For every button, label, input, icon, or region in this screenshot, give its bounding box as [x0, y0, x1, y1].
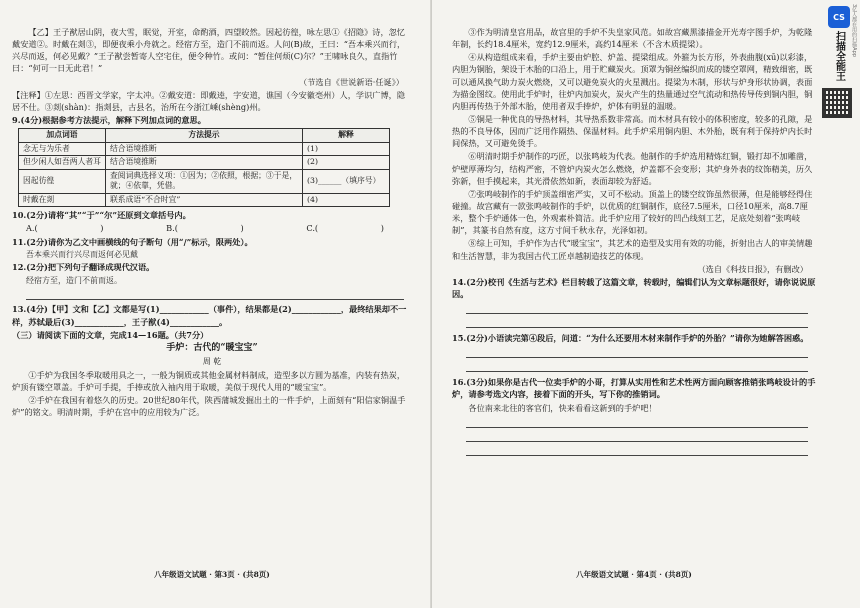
question-9: 9.(4分)根据参考方法提示，解释下列加点词的意思。 — [12, 114, 206, 125]
q16-answer-line[interactable] — [466, 416, 808, 428]
q16-answer-line[interactable] — [466, 430, 808, 442]
page-footer: 八年级语文试题 · 第3页 · (共8页) — [154, 569, 270, 579]
table-cell[interactable]: (4) — [303, 193, 390, 207]
table-header: 方法提示 — [106, 129, 303, 143]
page-4 — [452, 26, 816, 586]
table-cell: 念无与为乐者 — [19, 142, 106, 156]
page-footer: 八年级语文试题 · 第4页 · (共8页) — [576, 569, 692, 579]
table-header-row — [19, 129, 390, 143]
q15-answer-line[interactable] — [466, 346, 808, 358]
article-source: （选自《科技日报》，有删改） — [697, 263, 808, 274]
table-cell: 时戴在剡 — [19, 193, 106, 207]
passage-b-source: （节选自《世说新语·任诞》） — [299, 76, 404, 87]
scanner-label: 扫描全能王 — [833, 31, 845, 81]
q12-answer-line[interactable] — [26, 288, 404, 300]
q14-answer-line[interactable] — [466, 316, 808, 328]
table-row — [19, 193, 390, 207]
paragraph-7: ⑦张鸣岐制作的手炉顶盖细密严实，又可不松动。顶盖上的镂空纹饰虽然很薄，但是能够经得住碰撞。故宫藏有一款张鸣岐制作的手炉，以优质的红铜制作，底径7.5厘米，口径10厘米，高8.7厘米，整个手炉通体一色，外观素朴简洁。此手炉应用了较好的凹凸线刻工艺，足底处刻着“张鸣岐制”，其篆书自然有度，这方寸间千秋永存，光泽如初。 — [452, 188, 813, 236]
page-fold — [430, 0, 432, 608]
table-header: 加点词语 — [19, 129, 106, 143]
paragraph-8: ⑧综上可知，手炉作为古代“暖宝宝”，其艺术的造型及实用有效的功能，折射出古人的审美情趣和生活智慧，非为我国古代工匠卓越制造技艺的体现。 — [452, 238, 813, 261]
paragraph-6: ⑥明清时期手炉制作的巧匠，以张鸣岐为代表。他制作的手炉选用精炼红铜，锻打却不加雕凿，炉壁厚薄均匀，结构严密，不管炉内炭火怎么燃烧，炉盖都不会变形；其炉身外表的纹饰精美，历久弥新，但手摸起来，其光滑依然如新，表面却较为舒适。 — [452, 151, 813, 186]
word-table — [18, 128, 390, 207]
question-12: 12.(2分)把下列句子翻译成现代汉语。 — [12, 262, 155, 273]
question-14: 14.(2分)校刊《生活与艺术》栏目转载了这篇文章，转载时，编辑们认为文章标题很好，请你说说原因。 — [452, 276, 816, 299]
paragraph-4: ④从构造组成来看，手炉主要由炉腔、炉盖、提梁组成。外箍为长方形，外表曲腹(xū)以彩漆，内胆为铜胎，架设于木胎的口沿上，用于贮藏炭火。顶罩为铜丝编织而成的镂空罩网，精致细密，既可以通风换气助力炭火燃烧，又可以避免炭火的火星溅出。提梁为木制，形状与炉身形状协调，表面为描金图纹。使用此手炉时，往炉内加炭火，炭火产生的热量通过空气流动和热传导传到铜内胆，铜内胆再传热于外部木胎，使用者双手捧炉，炉体有明显的温暖。 — [452, 52, 813, 111]
section-3-heading: （三）请阅读下面的文章，完成14—16题。（共7分） — [12, 329, 209, 340]
paragraph-1: ①手炉为我国冬季取暖用具之一，一般为铜质或其他金属材料制成，造型多以方圆为基准，内装有热炭，炉顶有镂空罩盖。手炉可手提，手捧或放入袖内用于取暖，美似于现代人用的“暖宝宝”。 — [12, 370, 406, 393]
qr-code-icon[interactable] — [822, 88, 852, 118]
article-author: 周 乾 — [202, 357, 222, 367]
question-16: 16.(3分)如果你是古代一位卖手炉的小哥，打算从实用性和艺术性两方面向顾客推销张鸣岐设计的手炉，请参考选文内容，接着下面的开头，写下你的推销词。 — [452, 377, 816, 400]
table-cell[interactable]: (1) — [303, 142, 390, 156]
passage-b-notes: 【注释】①左思：西晋文学家，字太冲。②戴安道：即戴逵，字安道，谯国（今安徽亳州）人，学识广博，隐居不仕。③剡(shàn)：指剡县，古县名，治所在今浙江嵊(shèng)州。 — [12, 89, 406, 112]
q11-sentence[interactable]: 吾本乘兴而行兴尽而返何必见戴 — [26, 249, 138, 259]
q10-option-a[interactable]: A.( ) — [26, 223, 104, 234]
table-cell: 但少闲人如吾两人者耳 — [19, 156, 106, 170]
table-header: 解释 — [303, 129, 390, 143]
page-3 — [12, 26, 412, 586]
question-11: 11.(2分)请你为乙文中画横线的句子断句（用“/”标示，限两处）。 — [12, 236, 253, 247]
table-cell[interactable]: (3)______（填序号） — [303, 169, 390, 193]
table-cell: 结合语境推断 — [106, 142, 303, 156]
paragraph-5: ⑤铜是一种优良的导热材料，其导热系数非常高。而木材具有较小的体积密度，较多的孔隙，是热的不良导体，因而广泛用作隔热、保温材料。此手炉采用铜内胆、木外胎，既有利于保持炉内长时间保热，又可避免烫手。 — [452, 113, 813, 149]
table-row — [19, 142, 390, 156]
table-cell: 因起彷徨 — [19, 169, 106, 193]
table-cell[interactable]: (2) — [303, 156, 390, 170]
table-row — [19, 156, 390, 170]
q10-option-b[interactable]: B.( ) — [166, 223, 244, 234]
q12-sentence: 经宿方至，造门不前而返。 — [26, 275, 122, 285]
table-cell: 结合语境推断 — [106, 156, 303, 170]
q15-answer-line[interactable] — [466, 360, 808, 372]
scanner-logo-icon: CS — [828, 6, 850, 28]
q16-opening: 各位南来北往的客官们，快来看看这新到的手炉吧！ — [468, 402, 657, 413]
table-row — [19, 169, 390, 193]
table-cell: 查阅词典选择义项：①因为；②依照，根据；③于是，就；④依靠，凭借。 — [106, 169, 303, 193]
q16-answer-line[interactable] — [466, 444, 808, 456]
q14-answer-line[interactable] — [466, 302, 808, 314]
passage-b: 【乙】王子猷居山阴，夜大雪，眠觉，开室，命酌酒，四望皎然。因起彷徨，咏左思①《招隐》诗，忽忆戴安道②。时戴在剡③，即便夜乘小舟就之。经宿方至，造门不前而返。人问(B)故，王曰：“吾本乘兴而行，兴尽而返，何必见戴？”王子猷尝暂寄人空宅住，便令种竹。或问：“暂住何烦(C)尔？”王啸咏良久，直指竹曰：“何可一日无此君！” — [12, 27, 406, 74]
question-10: 10.(2分)请将“其”“于”“尔”还原到文章括号内。 — [12, 210, 191, 221]
question-13[interactable]: 13.(4分)【甲】文和【乙】文都是写(1)____________（事件），结果都是(2)____________，最终结果却不一样，苏轼最后(3)____________，王子猷(4)____________。 — [12, 304, 407, 327]
q10-option-c[interactable]: C.( ) — [306, 223, 384, 234]
table-cell: 联系成语“不合时宜” — [106, 193, 303, 207]
question-15: 15.(2分)小语读完第④段后，问道：“为什么还要用木材来制作手炉的外胎？”请你为她解答困惑。 — [452, 333, 809, 344]
scanner-sub-label: 3亿人都在用的扫描App — [851, 4, 857, 57]
q10-options — [12, 222, 412, 234]
paragraph-3: ③作为明清皇宫用品，故宫里的手炉不失皇家风范。如故宫藏黑漆描金开光寿字图手炉，为乾隆年制，长约18.4厘米，宽约12.9厘米，高约14厘米（不含木质提梁）。 — [452, 27, 813, 50]
article-title: 手炉：古代的“暖宝宝” — [166, 342, 258, 353]
paragraph-2: ②手炉在我国有着悠久的历史。20世纪80年代，陕西蒲城发掘出土的一件手炉，上面刻有“阳信家铜温手炉”的铭文。明清时期，手炉在宫中的应用较为广泛。 — [12, 395, 406, 418]
